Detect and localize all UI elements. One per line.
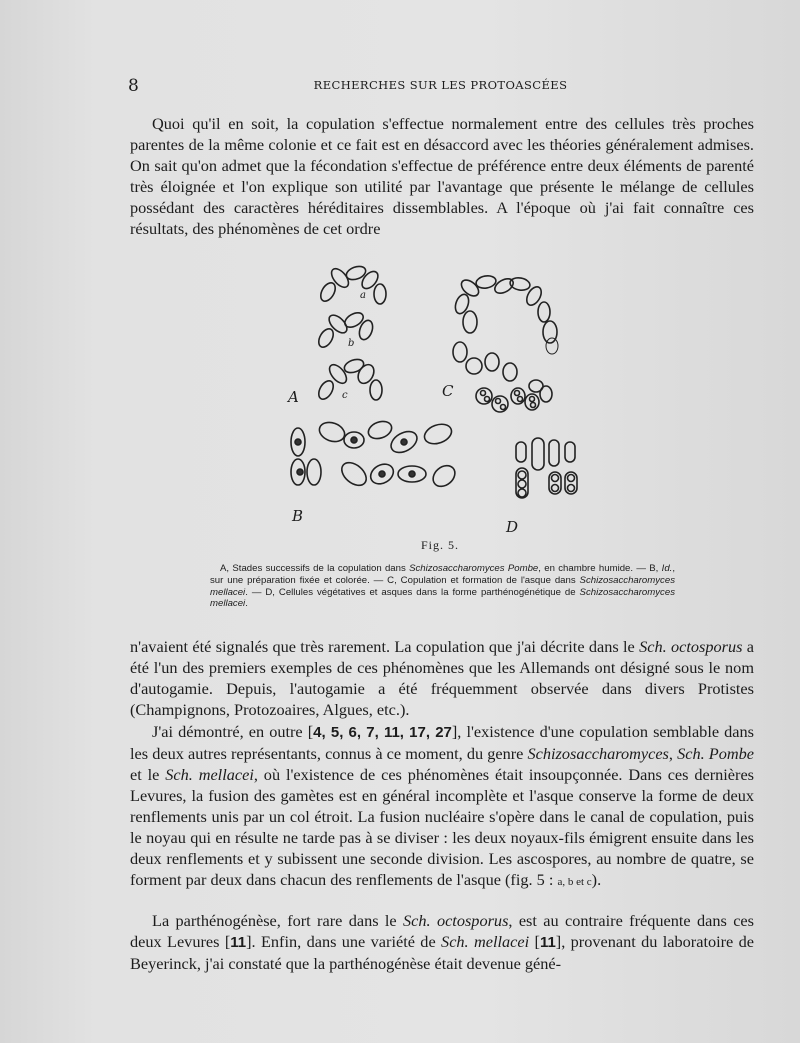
p2-t1: n'avaient été signalés que très rarement. La copulation que j'ai décrite dans le [130, 637, 640, 656]
paragraph-2 [130, 636, 754, 720]
p4-t3: , est au contraire fréquente dans ces deux Levures [ [130, 911, 754, 951]
group-c-chain [453, 274, 558, 412]
sublabel-a: a [360, 290, 366, 301]
p4-t5: Sch. mellacei [441, 932, 530, 951]
figure-illustration [270, 262, 610, 538]
caption-a1: A, Stades successifs de la copulation dans [220, 563, 410, 574]
running-title: RECHERCHES SUR LES PROTOASCÉES [313, 78, 568, 92]
p4-t1: La parthénogénèse, fort rare dans le [152, 911, 404, 930]
p4-t7: ], provenant du laboratoire de Beyerinck, j'ai constaté que la parthénogénèse était devenue géné- [130, 932, 755, 973]
p3-t1: J'ai démontré, en outre [ [152, 722, 314, 741]
p3-t2: ], l'existence d'une copulation semblable dans les deux autres représentants, connus à ce moment, du genre [130, 722, 755, 763]
p4-r1: 11 [230, 934, 247, 951]
label-a: A [288, 388, 299, 406]
p4-t6: [ [529, 932, 540, 951]
figure-caption [210, 563, 675, 610]
sublabel-c: c [342, 390, 348, 401]
label-b: B [292, 507, 304, 525]
caption-a3: , en chambre humide. — B, [538, 563, 662, 574]
caption-a4: Id. [661, 563, 673, 574]
p3-t3: Schizosaccharomyces [527, 744, 669, 763]
label-d: D [506, 518, 519, 536]
caption-a6: Schizosaccharomyces mellacei [210, 574, 675, 598]
paragraph-3 [130, 721, 754, 893]
p2-t2: Sch. octosporus [639, 637, 743, 656]
caption-a2: Schizosaccharomyces Pombe [409, 563, 539, 574]
p3-t6: et le [130, 765, 166, 784]
p3-t10: ). [591, 870, 602, 889]
group-d-cells [516, 438, 577, 498]
p3-t7: Sch. mellacei [165, 765, 254, 784]
page-header [128, 76, 753, 96]
p4-t2: Sch. octosporus [403, 911, 509, 930]
p3-t9: a, b et c [557, 876, 592, 888]
p3-t8: , où l'existence de ces phénomènes était insoupçonnée. Dans ces dernières Levures, la fusion des gamètes est en général incomplète et l'asque conserve la forme de deux renflements unis par un col étroit. La fusion nucléaire s'opère dans le canal de copulation, puis le noyau qui en résulte ne tarde pas à se diviser : les deux noyaux-fils émigrent ensuite dans les deux renflements et y subissent une seconde division. Les ascospores, au nombre de quatre, se forment par deux dans chacun des renflements de l'asque (fig. 5 : [130, 765, 755, 889]
p3-t5: Sch. Pombe [677, 744, 755, 763]
p4-t4: ]. Enfin, dans une variété de [246, 932, 442, 951]
caption-a5: , sur une préparation fixée et colorée. — C, Copulation et formation de l'asque dans [210, 563, 675, 586]
label-c: C [442, 382, 454, 400]
caption-a9: . [245, 598, 248, 610]
page-number: 8 [128, 76, 139, 96]
paragraph-1 [130, 113, 754, 239]
figure-5 [270, 262, 610, 538]
p3-refs: 4, 5, 6, 7, 11, 17, 27 [313, 724, 452, 741]
group-a-chains [316, 264, 386, 402]
group-b-cells [291, 418, 459, 490]
p2-t3: a été l'un des premiers exemples de ces phénomènes que les Allemands ont désigné sous le nom d'autogamie. Depuis, l'autogamie a été fréquemment observée dans divers Protistes (Champignons, Protozoaires, Algues, etc.). [130, 637, 754, 719]
p3-t4: , [668, 744, 678, 763]
figure-title: Fig. 5. [420, 538, 459, 552]
p4-r2: 11 [539, 934, 556, 951]
paragraph-4 [130, 910, 754, 974]
paragraph-1-text: Quoi qu'il en soit, la copulation s'effectue normalement entre des cellules très proches parentes de la même colonie et ce fait est en désaccord avec les théories généralement admises. On sait qu'on admet que la fécondation s'effectue de préférence entre deux éléments de parenté très éloignée et l'on explique son utilité par l'avantage que présente le mélange de cellules possédant des caractères héréditaires dissemblables. A l'époque où j'ai fait connaître ces résultats, des phénomènes de cet ordre [130, 114, 754, 238]
caption-a7: . — D, Cellules végétatives et asques dans la forme parthénogénétique de [245, 586, 580, 598]
caption-a8: Schizosaccharomyces mellacei [210, 586, 675, 610]
sublabel-b: b [348, 338, 355, 349]
